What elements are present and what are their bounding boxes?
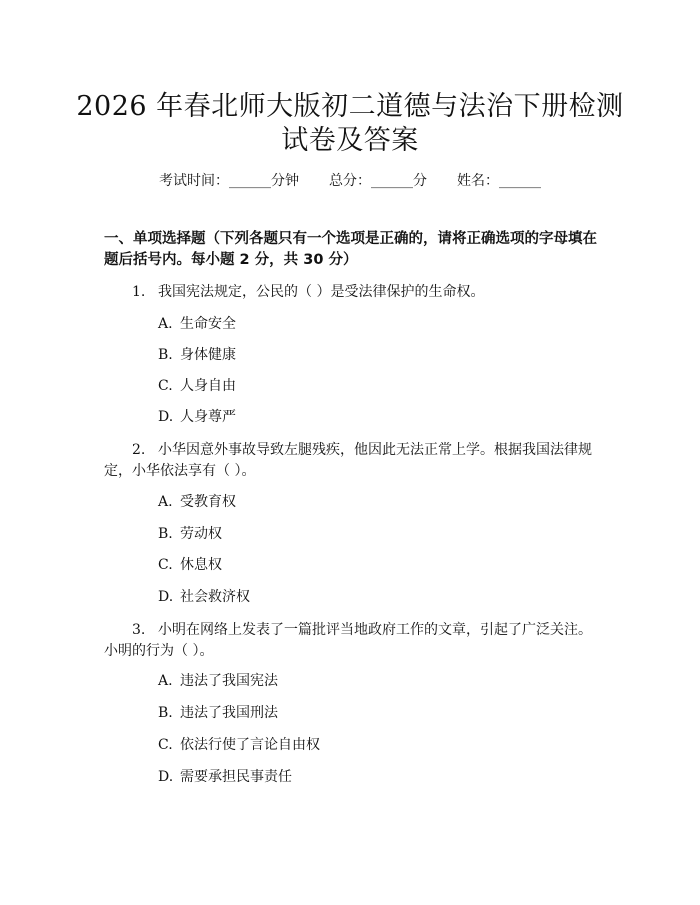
question-3-option-c [158, 735, 320, 755]
question-2-option-d [158, 587, 250, 607]
option-letter: A. [158, 673, 173, 689]
question-3-number: 3. [132, 622, 146, 638]
exam-meta-info [0, 170, 700, 190]
section-heading-single-choice: 一、单项选择题（下列各题只有一个选项是正确的，请将正确选项的字母填在题后括号内。每小题 2 分，共 30 分） [104, 231, 597, 268]
question-1-stem [104, 282, 594, 303]
option-letter: D. [158, 589, 174, 605]
option-text: 生命安全 [180, 316, 236, 332]
question-2-text: 小华因意外事故导致左腿残疾，他因此无法正常上学。根据我国法律规定，小华依法享有（ ）。 [104, 442, 592, 479]
question-3-text: 小明在网络上发表了一篇批评当地政府工作的文章，引起了广泛关注。小明的行为（ ）。 [104, 622, 592, 659]
option-letter: C. [158, 737, 173, 753]
question-1-number: 1. [132, 284, 146, 300]
option-letter: C. [158, 378, 173, 394]
question-3-option-a [158, 671, 278, 691]
option-text: 休息权 [180, 557, 222, 573]
question-2-number: 2. [132, 442, 146, 458]
option-letter: A. [158, 316, 173, 332]
option-text: 受教育权 [180, 494, 236, 510]
question-1-option-c [158, 376, 236, 396]
option-text: 人身自由 [180, 378, 236, 394]
option-text: 违法了我国宪法 [180, 673, 278, 689]
exam-title-line-2: 试卷及答案 [281, 125, 419, 156]
question-2-option-c [158, 555, 222, 575]
option-text: 依法行使了言论自由权 [180, 737, 320, 753]
option-text: 违法了我国刑法 [180, 705, 278, 721]
option-letter: B. [158, 705, 173, 721]
option-text: 社会救济权 [180, 589, 250, 605]
option-letter: C. [158, 557, 173, 573]
exam-time-field: 考试时间：______分钟 [159, 173, 299, 189]
option-text: 劳动权 [180, 526, 222, 542]
option-letter: D. [158, 409, 174, 425]
option-letter: A. [158, 494, 173, 510]
option-letter: B. [158, 526, 173, 542]
student-name-field: 姓名：______ [457, 173, 541, 189]
exam-title-line-1: 2026 年春北师大版初二道德与法治下册检测 [76, 91, 624, 122]
question-3-option-d [158, 767, 292, 787]
question-1-option-a [158, 314, 236, 334]
question-1-option-d [158, 407, 236, 427]
option-text: 身体健康 [180, 347, 236, 363]
option-text: 需要承担民事责任 [180, 769, 292, 785]
question-3-option-b [158, 703, 278, 723]
option-letter: B. [158, 347, 173, 363]
question-3-stem [104, 620, 594, 662]
question-1-text: 我国宪法规定，公民的（ ）是受法律保护的生命权。 [158, 284, 485, 300]
question-2-option-a [158, 492, 236, 512]
question-1-option-b [158, 345, 236, 365]
option-letter: D. [158, 769, 174, 785]
question-2-stem [104, 440, 594, 482]
question-2-option-b [158, 524, 222, 544]
total-score-field: 总分：______分 [329, 173, 427, 189]
option-text: 人身尊严 [180, 409, 236, 425]
